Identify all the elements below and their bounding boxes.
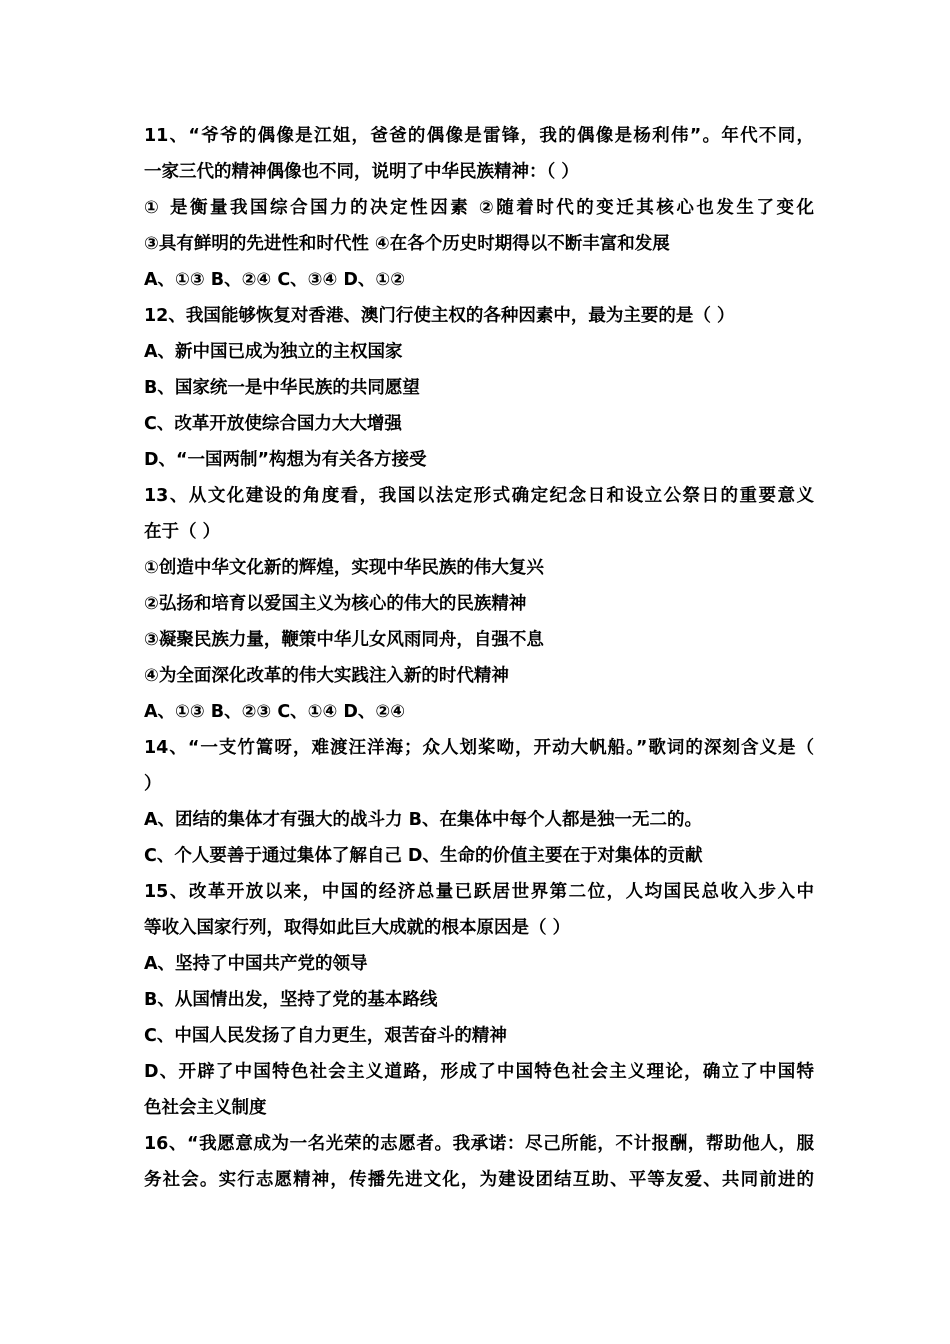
option-d: D、开辟了中国特色社会主义道路，形成了中国特色社会主义理论，确立了中国特 [144, 1062, 814, 1082]
question-text-line: 15、改革开放以来，中国的经济总量已跃居世界第二位，人均国民总收入步入中 [144, 882, 814, 902]
option-d-continued: 色社会主义制度 [144, 1098, 267, 1118]
option-c: C、中国人民发扬了自力更生，艰苦奋斗的精神 [144, 1026, 507, 1046]
question-text-line: 13、从文化建设的角度看，我国以法定形式确定纪念日和设立公祭日的重要意义 [144, 486, 814, 506]
statement-line: ④为全面深化改革的伟大实践注入新的时代精神 [144, 666, 509, 686]
question-14 [144, 730, 814, 874]
statement-line: ①创造中华文化新的辉煌，实现中华民族的伟大复兴 [144, 558, 544, 578]
question-text-line: 一家三代的精神偶像也不同，说明了中华民族精神：（ ） [144, 162, 579, 182]
option-row: C、个人要善于通过集体了解自己 D、生命的价值主要在于对集体的贡献 [144, 846, 703, 866]
question-16 [144, 1126, 814, 1198]
statement-line: ③凝聚民族力量，鞭策中华儿女风雨同舟，自强不息 [144, 630, 544, 650]
option-row: A、团结的集体才有强大的战斗力 B、在集体中每个人都是独一无二的。 [144, 810, 702, 830]
option-c: C、改革开放使综合国力大大增强 [144, 414, 402, 434]
question-text-line: 在于（ ） [144, 522, 221, 542]
statement-line: ③具有鲜明的先进性和时代性 ④在各个历史时期得以不断丰富和发展 [144, 234, 670, 254]
question-text-line: 务社会。实行志愿精神，传播先进文化，为建设团结互助、平等友爱、共同前进的 [144, 1170, 814, 1190]
option-d: D、“一国两制”构想为有关各方接受 [144, 450, 427, 470]
option-a: A、新中国已成为独立的主权国家 [144, 342, 403, 362]
question-text-line: ） [144, 774, 162, 794]
answer-options: A、①③ B、②③ C、①④ D、②④ [144, 702, 406, 722]
question-text-line: 等收入国家行列，取得如此巨大成就的根本原因是（ ） [144, 918, 571, 938]
question-list [144, 118, 814, 1198]
answer-options: A、①③ B、②④ C、③④ D、①② [144, 270, 406, 290]
question-15 [144, 874, 814, 1126]
option-a: A、坚持了中国共产党的领导 [144, 954, 368, 974]
question-text-line: 11、“爷爷的偶像是江姐，爸爸的偶像是雷锋，我的偶像是杨利伟”。年代不同， [144, 126, 814, 146]
question-11 [144, 118, 814, 298]
option-b: B、国家统一是中华民族的共同愿望 [144, 378, 420, 398]
question-text-line: 12、我国能够恢复对香港、澳门行使主权的各种因素中，最为主要的是（ ） [144, 306, 735, 326]
question-text-line: 14、“一支竹篙呀，难渡汪洋海；众人划桨呦，开动大帆船。”歌词的深刻含义是（ [144, 738, 814, 758]
question-12 [144, 298, 814, 478]
statement-line: ① 是衡量我国综合国力的决定性因素 ②随着时代的变迁其核心也发生了变化 [144, 198, 814, 218]
option-b: B、从国情出发，坚持了党的基本路线 [144, 990, 438, 1010]
statement-line: ②弘扬和培育以爱国主义为核心的伟大的民族精神 [144, 594, 527, 614]
question-text-line: 16、“我愿意成为一名光荣的志愿者。我承诺：尽己所能，不计报酬，帮助他人，服 [144, 1134, 814, 1154]
question-13 [144, 478, 814, 730]
